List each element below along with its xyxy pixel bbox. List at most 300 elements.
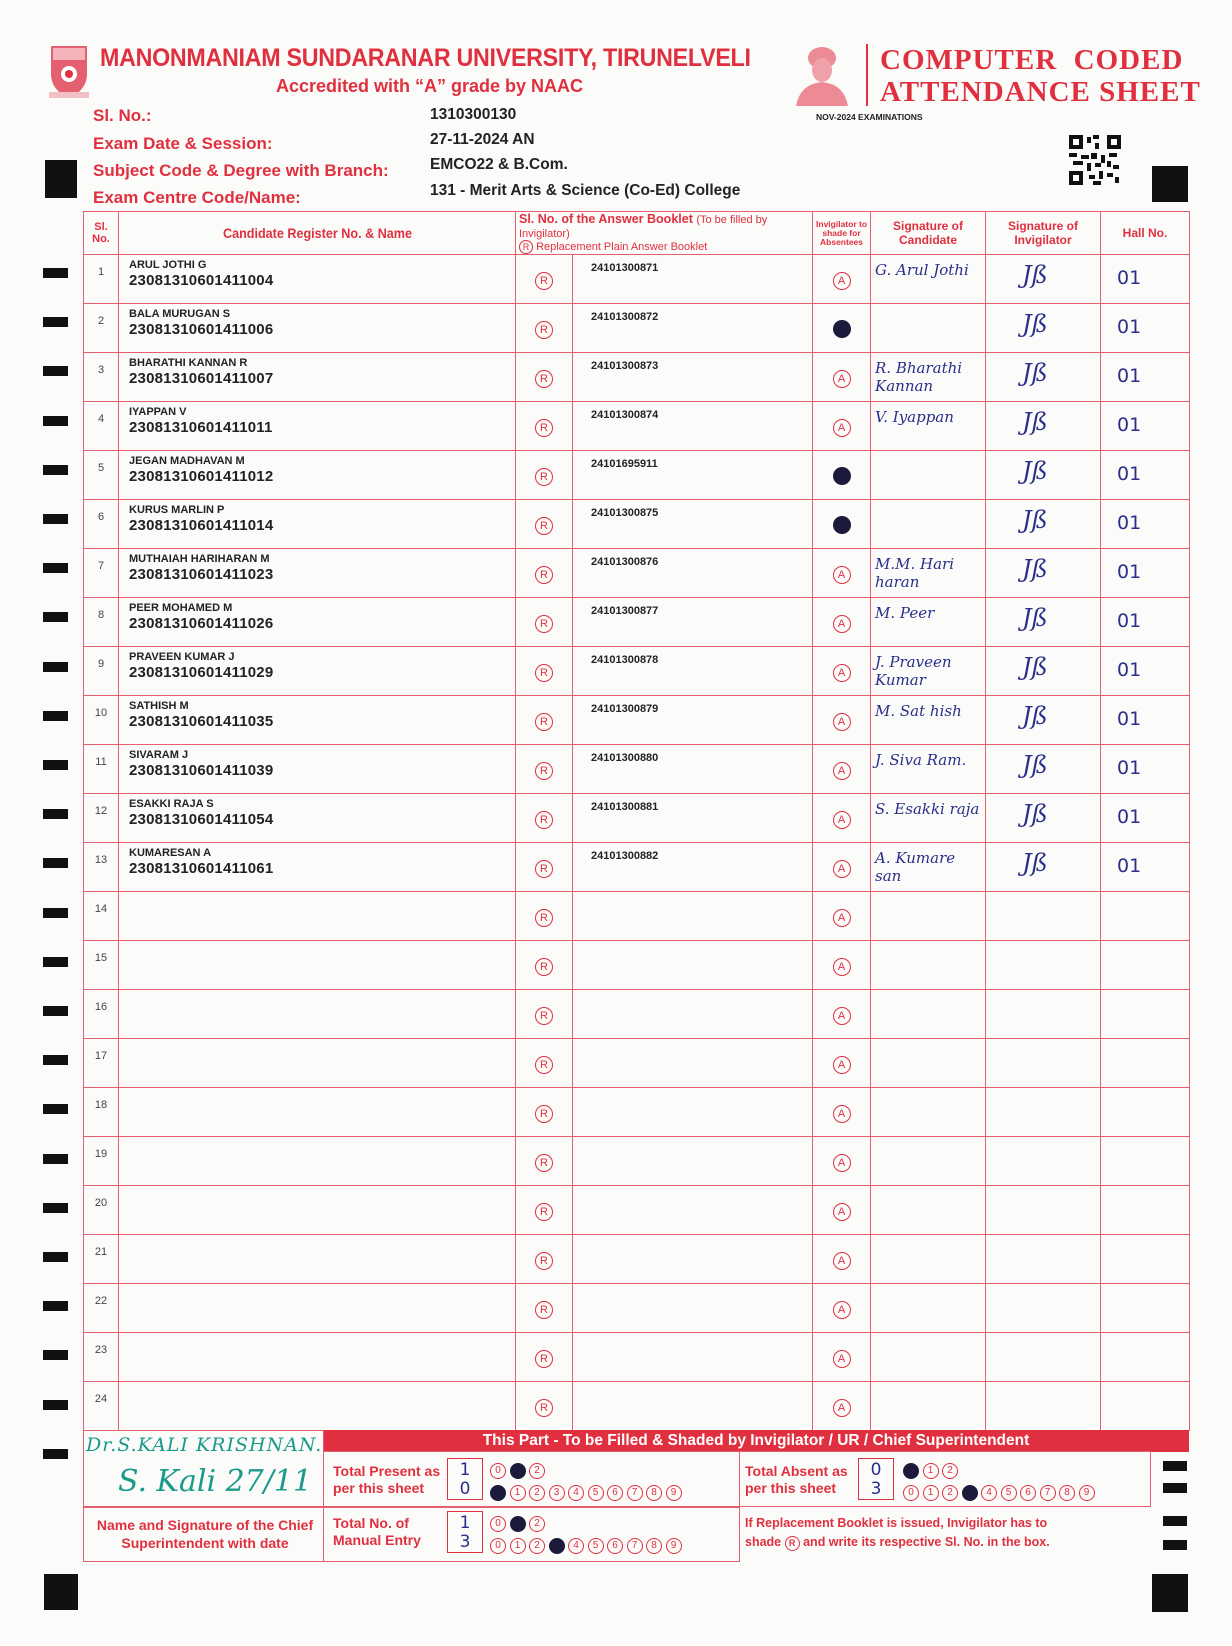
absent-cell: [813, 941, 871, 990]
hall-number: [1101, 1235, 1190, 1284]
table-row: [84, 1235, 1190, 1284]
replacement-cell: [516, 892, 573, 941]
candidate-signature: A. Kumare san: [871, 843, 986, 892]
digit-bubble-3[interactable]: [962, 1485, 978, 1501]
founder-portrait-icon: [792, 44, 852, 106]
total-absent-tens-bubbles[interactable]: [903, 1460, 962, 1479]
row-candidate: [119, 549, 516, 598]
row-candidate: [119, 353, 516, 402]
row-sl: 5: [84, 451, 119, 500]
table-row: [84, 892, 1190, 941]
digit-bubble-4[interactable]: 4: [568, 1538, 584, 1554]
replacement-bubble[interactable]: R: [535, 1154, 553, 1172]
replacement-cell: [516, 990, 573, 1039]
absent-bubble[interactable]: A: [833, 860, 851, 878]
value-subject-code: EMCO22 & B.Com.: [430, 156, 568, 173]
total-present-box[interactable]: [447, 1458, 483, 1500]
replacement-cell: [516, 500, 573, 549]
booklet-number[interactable]: [573, 1088, 813, 1137]
absent-cell: [813, 794, 871, 843]
digit-bubble-5[interactable]: 5: [1001, 1485, 1017, 1501]
hall-number: 01: [1101, 451, 1190, 500]
absent-bubble[interactable]: A: [833, 615, 851, 633]
manual-entry-tens-bubbles[interactable]: [490, 1513, 549, 1532]
candidate-signature: [871, 304, 986, 353]
booklet-number[interactable]: 24101300874: [573, 402, 813, 451]
booklet-number[interactable]: [573, 1333, 813, 1382]
row-candidate: [119, 794, 516, 843]
table-row: [84, 990, 1190, 1039]
row-sl: 24: [84, 1382, 119, 1431]
digit-bubble-9[interactable]: 9: [1079, 1485, 1095, 1501]
row-candidate: [119, 304, 516, 353]
digit-bubble-4[interactable]: 4: [568, 1485, 584, 1501]
candidate-name: PRAVEEN KUMAR J: [129, 651, 235, 663]
replacement-bubble[interactable]: R: [535, 909, 553, 927]
row-sl: 11: [84, 745, 119, 794]
absent-bubble[interactable]: A: [833, 664, 851, 682]
candidate-signature: [871, 941, 986, 990]
replacement-bubble[interactable]: R: [535, 762, 553, 780]
absent-cell: [813, 843, 871, 892]
booklet-number[interactable]: 24101300877: [573, 598, 813, 647]
replacement-bubble[interactable]: R: [535, 958, 553, 976]
absent-bubble[interactable]: A: [833, 1154, 851, 1172]
replacement-bubble[interactable]: R: [535, 1350, 553, 1368]
absent-bubble[interactable]: A: [833, 1056, 851, 1074]
invigilator-signature: [986, 1137, 1101, 1186]
table-row: [84, 1039, 1190, 1088]
absent-cell: [813, 1088, 871, 1137]
booklet-number[interactable]: 24101300878: [573, 647, 813, 696]
candidate-signature: V. Iyappan: [871, 402, 986, 451]
absent-cell: [813, 990, 871, 1039]
replacement-cell: [516, 549, 573, 598]
register-number: 23081310601411054: [129, 811, 274, 828]
table-row: [84, 451, 1190, 500]
row-candidate: [119, 1186, 516, 1235]
absent-cell: [813, 402, 871, 451]
label-sl-no: Sl. No.:: [93, 106, 152, 125]
absent-cell: [813, 745, 871, 794]
digit-bubble-2[interactable]: 2: [529, 1538, 545, 1554]
absent-bubble[interactable]: A: [833, 419, 851, 437]
col-sig-candidate: Signature of Candidate: [871, 212, 986, 255]
invigilator-signature: [986, 1088, 1101, 1137]
timing-mark: [43, 957, 68, 967]
invigilator-signature: Jß: [986, 500, 1101, 549]
digit-bubble-9[interactable]: 9: [666, 1538, 682, 1554]
total-present-tens: 1: [459, 1460, 471, 1480]
row-sl: 22: [84, 1284, 119, 1333]
row-sl: 20: [84, 1186, 119, 1235]
chief-superintendent-signature: S. Kali 27/11: [118, 1464, 313, 1499]
table-row: [84, 696, 1190, 745]
digit-bubble-7[interactable]: 7: [627, 1485, 643, 1501]
timing-mark: [43, 416, 68, 426]
booklet-number[interactable]: 24101300880: [573, 745, 813, 794]
col-hall: Hall No.: [1101, 212, 1190, 255]
replacement-bubble[interactable]: R: [535, 468, 553, 486]
replacement-cell: [516, 1088, 573, 1137]
timing-mark: [43, 1350, 68, 1360]
table-row: [84, 647, 1190, 696]
digit-bubble-1[interactable]: [510, 1516, 526, 1532]
absent-cell: [813, 598, 871, 647]
digit-bubble-8[interactable]: 8: [646, 1538, 662, 1554]
timing-mark: [1163, 1540, 1187, 1550]
candidate-signature: [871, 990, 986, 1039]
absent-cell: [813, 549, 871, 598]
value-exam-date: 27-11-2024 AN: [430, 131, 535, 148]
candidate-name: ESAKKI RAJA S: [129, 798, 214, 810]
hall-number: 01: [1101, 304, 1190, 353]
hall-number: [1101, 1137, 1190, 1186]
col-booklet-sub: Replacement Plain Answer Booklet: [536, 241, 708, 253]
invigilator-signature: Jß: [986, 696, 1101, 745]
absent-bubble-shaded[interactable]: [833, 467, 851, 485]
candidate-signature: [871, 1284, 986, 1333]
digit-bubble-4[interactable]: 4: [981, 1485, 997, 1501]
table-header: [84, 212, 1190, 255]
absent-bubble[interactable]: A: [833, 1399, 851, 1417]
booklet-number[interactable]: 24101300879: [573, 696, 813, 745]
hall-number: 01: [1101, 353, 1190, 402]
replacement-bubble[interactable]: R: [535, 615, 553, 633]
replacement-cell: [516, 843, 573, 892]
digit-bubble-1[interactable]: 1: [510, 1485, 526, 1501]
absent-bubble-shaded[interactable]: [833, 320, 851, 338]
absent-cell: [813, 1137, 871, 1186]
booklet-number[interactable]: [573, 1382, 813, 1431]
absent-bubble[interactable]: A: [833, 713, 851, 731]
replacement-bubble[interactable]: R: [535, 713, 553, 731]
corner-mark-tl: [45, 160, 77, 198]
booklet-number[interactable]: [573, 1284, 813, 1333]
replacement-note-line1: If Replacement Booklet is issued, Invigilator has to: [745, 1516, 1048, 1530]
exam-period: NOV-2024 EXAMINATIONS: [816, 112, 923, 122]
row-candidate: [119, 696, 516, 745]
timing-mark: [43, 1055, 68, 1065]
booklet-number[interactable]: [573, 1039, 813, 1088]
candidate-signature: [871, 1333, 986, 1382]
candidate-signature: R. Bharathi Kannan: [871, 353, 986, 402]
timing-mark: [43, 1203, 68, 1213]
replacement-bubble[interactable]: R: [535, 811, 553, 829]
absent-cell: [813, 696, 871, 745]
table-row: [84, 255, 1190, 304]
booklet-number[interactable]: 24101300876: [573, 549, 813, 598]
booklet-number[interactable]: 24101300881: [573, 794, 813, 843]
row-sl: 23: [84, 1333, 119, 1382]
replacement-bubble[interactable]: R: [535, 419, 553, 437]
hall-number: [1101, 1088, 1190, 1137]
candidate-signature: [871, 1186, 986, 1235]
row-candidate: [119, 647, 516, 696]
digit-bubble-6[interactable]: 6: [607, 1538, 623, 1554]
digit-bubble-3[interactable]: 3: [549, 1485, 565, 1501]
label-exam-centre: Exam Centre Code/Name:: [93, 188, 301, 207]
digit-bubble-0[interactable]: 0: [903, 1485, 919, 1501]
digit-bubble-7[interactable]: 7: [1040, 1485, 1056, 1501]
booklet-number[interactable]: 24101300882: [573, 843, 813, 892]
total-absent-units-bubbles[interactable]: [903, 1482, 1098, 1501]
digit-bubble-5[interactable]: 5: [588, 1485, 604, 1501]
absent-bubble[interactable]: A: [833, 762, 851, 780]
invigilator-signature: [986, 1039, 1101, 1088]
total-absent-box[interactable]: [858, 1458, 894, 1500]
invigilator-signature: [986, 1284, 1101, 1333]
absent-cell: [813, 500, 871, 549]
timing-mark: [43, 1252, 68, 1262]
digit-bubble-0[interactable]: [490, 1485, 506, 1501]
booklet-number[interactable]: [573, 990, 813, 1039]
row-sl: 3: [84, 353, 119, 402]
replacement-cell: [516, 1235, 573, 1284]
absent-bubble[interactable]: A: [833, 566, 851, 584]
digit-bubble-2[interactable]: 2: [529, 1516, 545, 1532]
candidate-name: KUMARESAN A: [129, 847, 212, 859]
replacement-bubble[interactable]: R: [535, 1007, 553, 1025]
replacement-bubble[interactable]: R: [535, 1056, 553, 1074]
timing-mark: [43, 612, 68, 622]
invigilator-signature: [986, 941, 1101, 990]
hall-number: [1101, 1284, 1190, 1333]
invigilator-signature: Jß: [986, 451, 1101, 500]
timing-mark: [43, 1104, 68, 1114]
hall-number: [1101, 1039, 1190, 1088]
row-candidate: [119, 1137, 516, 1186]
absent-cell: [813, 451, 871, 500]
replacement-bubble[interactable]: R: [535, 272, 553, 290]
replacement-bubble[interactable]: R: [535, 860, 553, 878]
timing-mark: [43, 366, 68, 376]
total-present-tens-bubbles[interactable]: [490, 1460, 549, 1479]
timing-mark: [1163, 1516, 1187, 1526]
row-candidate: [119, 1235, 516, 1284]
total-absent-label: Total Absent as per this sheet: [745, 1463, 848, 1496]
absent-bubble[interactable]: A: [833, 1203, 851, 1221]
booklet-number[interactable]: [573, 1186, 813, 1235]
invigilator-signature: Jß: [986, 794, 1101, 843]
hall-number: 01: [1101, 647, 1190, 696]
absent-bubble[interactable]: A: [833, 1007, 851, 1025]
register-number: 23081310601411039: [129, 762, 274, 779]
booklet-number[interactable]: [573, 1137, 813, 1186]
row-sl: 6: [84, 500, 119, 549]
timing-mark: [43, 809, 68, 819]
digit-bubble-8[interactable]: 8: [1059, 1485, 1075, 1501]
table-row: [84, 500, 1190, 549]
absent-bubble[interactable]: A: [833, 370, 851, 388]
replacement-note-pre: shade: [745, 1535, 782, 1549]
candidate-name: MUTHAIAH HARIHARAN M: [129, 553, 270, 565]
university-logo-icon: [47, 44, 91, 100]
row-candidate: [119, 451, 516, 500]
hall-number: 01: [1101, 255, 1190, 304]
timing-mark: [43, 1449, 68, 1459]
digit-bubble-5[interactable]: 5: [588, 1538, 604, 1554]
manual-entry-label: Total No. of Manual Entry: [333, 1515, 421, 1548]
replacement-bubble[interactable]: R: [535, 1105, 553, 1123]
absent-bubble[interactable]: A: [833, 909, 851, 927]
digit-bubble-8[interactable]: 8: [646, 1485, 662, 1501]
row-sl: 1: [84, 255, 119, 304]
table-row: [84, 304, 1190, 353]
register-number: 23081310601411012: [129, 468, 274, 485]
total-present-label: Total Present as per this sheet: [333, 1463, 441, 1496]
booklet-number[interactable]: [573, 1235, 813, 1284]
digit-bubble-2[interactable]: 2: [529, 1485, 545, 1501]
candidate-signature: M.M. Hari haran: [871, 549, 986, 598]
candidate-name: SIVARAM J: [129, 749, 189, 761]
replacement-bubble[interactable]: R: [535, 517, 553, 535]
absent-bubble[interactable]: A: [833, 1301, 851, 1319]
digit-bubble-3[interactable]: [549, 1538, 565, 1554]
col-booklet-note: (To be filled by Invigilator): [519, 214, 768, 240]
invigilator-signature: Jß: [986, 647, 1101, 696]
row-candidate: [119, 1333, 516, 1382]
booklet-number[interactable]: 24101695911: [573, 451, 813, 500]
replacement-cell: [516, 1333, 573, 1382]
absent-bubble[interactable]: A: [833, 1105, 851, 1123]
table-row: [84, 1333, 1190, 1382]
digit-bubble-0[interactable]: 0: [490, 1516, 506, 1532]
register-number: 23081310601411029: [129, 664, 274, 681]
candidate-signature: [871, 451, 986, 500]
digit-bubble-0[interactable]: 0: [490, 1538, 506, 1554]
timing-mark: [43, 1400, 68, 1410]
booklet-number[interactable]: [573, 892, 813, 941]
digit-bubble-0[interactable]: [903, 1463, 919, 1479]
digit-bubble-0[interactable]: 0: [490, 1463, 506, 1479]
hall-number: [1101, 990, 1190, 1039]
absent-cell: [813, 1186, 871, 1235]
register-number: 23081310601411035: [129, 713, 274, 730]
digit-bubble-2[interactable]: 2: [529, 1463, 545, 1479]
booklet-number[interactable]: 24101300872: [573, 304, 813, 353]
invigilator-signature: Jß: [986, 549, 1101, 598]
replacement-bubble[interactable]: R: [535, 1203, 553, 1221]
table-row: [84, 1137, 1190, 1186]
total-present-units-bubbles[interactable]: [490, 1482, 685, 1501]
absent-cell: [813, 647, 871, 696]
row-sl: 19: [84, 1137, 119, 1186]
row-candidate: [119, 255, 516, 304]
absent-bubble[interactable]: A: [833, 1350, 851, 1368]
digit-bubble-7[interactable]: 7: [627, 1538, 643, 1554]
absent-bubble[interactable]: A: [833, 272, 851, 290]
corner-mark-br: [1152, 1574, 1188, 1612]
replacement-cell: [516, 647, 573, 696]
absent-bubble[interactable]: A: [833, 811, 851, 829]
candidate-name: PEER MOHAMED M: [129, 602, 233, 614]
absent-bubble-shaded[interactable]: [833, 516, 851, 534]
table-row: [84, 794, 1190, 843]
digit-bubble-9[interactable]: 9: [666, 1485, 682, 1501]
replacement-note-post: and write its respective Sl. No. in the box.: [803, 1535, 1050, 1549]
manual-entry-box[interactable]: [447, 1511, 483, 1553]
table-row: [84, 843, 1190, 892]
digit-bubble-6[interactable]: 6: [607, 1485, 623, 1501]
value-sl-no: 1310300130: [430, 106, 517, 123]
candidate-signature: [871, 1088, 986, 1137]
absent-bubble[interactable]: A: [833, 1252, 851, 1270]
row-sl: 21: [84, 1235, 119, 1284]
hall-number: 01: [1101, 794, 1190, 843]
timing-mark: [43, 858, 68, 868]
accreditation: Accredited with “A” grade by NAAC: [276, 76, 584, 96]
hall-number: 01: [1101, 696, 1190, 745]
replacement-bubble[interactable]: R: [535, 370, 553, 388]
replacement-bubble[interactable]: R: [535, 1399, 553, 1417]
timing-mark: [43, 908, 68, 918]
replacement-bubble[interactable]: R: [535, 321, 553, 339]
digit-bubble-1[interactable]: [510, 1463, 526, 1479]
timing-mark: [43, 268, 68, 278]
timing-mark: [43, 1006, 68, 1016]
booklet-number[interactable]: 24101300873: [573, 353, 813, 402]
candidate-signature: S. Esakki raja: [871, 794, 986, 843]
digit-bubble-2[interactable]: 2: [942, 1485, 958, 1501]
candidate-signature: M. Sat hish: [871, 696, 986, 745]
row-sl: 7: [84, 549, 119, 598]
row-sl: 15: [84, 941, 119, 990]
manual-entry-units-bubbles[interactable]: [490, 1535, 685, 1554]
replacement-bubble[interactable]: R: [535, 566, 553, 584]
replacement-bubble[interactable]: R: [535, 1252, 553, 1270]
digit-bubble-2[interactable]: 2: [942, 1463, 958, 1479]
row-sl: 13: [84, 843, 119, 892]
invigilator-signature: [986, 1333, 1101, 1382]
candidate-signature: M. Peer: [871, 598, 986, 647]
replacement-bubble[interactable]: R: [535, 1301, 553, 1319]
invigilator-signature: Jß: [986, 304, 1101, 353]
replacement-cell: [516, 598, 573, 647]
hall-number: [1101, 1382, 1190, 1431]
absent-cell: [813, 1382, 871, 1431]
corner-mark-tr: [1152, 166, 1188, 202]
replacement-cell: [516, 304, 573, 353]
register-number: 23081310601411023: [129, 566, 274, 583]
replacement-bubble[interactable]: R: [535, 664, 553, 682]
digit-bubble-1[interactable]: 1: [923, 1463, 939, 1479]
row-sl: 18: [84, 1088, 119, 1137]
row-sl: 2: [84, 304, 119, 353]
candidate-name: SATHISH M: [129, 700, 189, 712]
qr-code-icon: [1069, 135, 1121, 185]
total-absent-units: 3: [870, 1479, 882, 1499]
hall-number: [1101, 1333, 1190, 1382]
row-candidate: [119, 941, 516, 990]
digit-bubble-1[interactable]: 1: [510, 1538, 526, 1554]
row-sl: 4: [84, 402, 119, 451]
candidate-name: BHARATHI KANNAN R: [129, 357, 248, 369]
invigilator-signature: Jß: [986, 745, 1101, 794]
booklet-number[interactable]: 24101300875: [573, 500, 813, 549]
booklet-number[interactable]: 24101300871: [573, 255, 813, 304]
table-row: [84, 598, 1190, 647]
digit-bubble-6[interactable]: 6: [1020, 1485, 1036, 1501]
absent-bubble[interactable]: A: [833, 958, 851, 976]
booklet-number[interactable]: [573, 941, 813, 990]
absent-cell: [813, 1235, 871, 1284]
absent-cell: [813, 1284, 871, 1333]
total-present-units: 0: [459, 1479, 471, 1499]
digit-bubble-1[interactable]: 1: [923, 1485, 939, 1501]
row-sl: 8: [84, 598, 119, 647]
hall-number: 01: [1101, 500, 1190, 549]
